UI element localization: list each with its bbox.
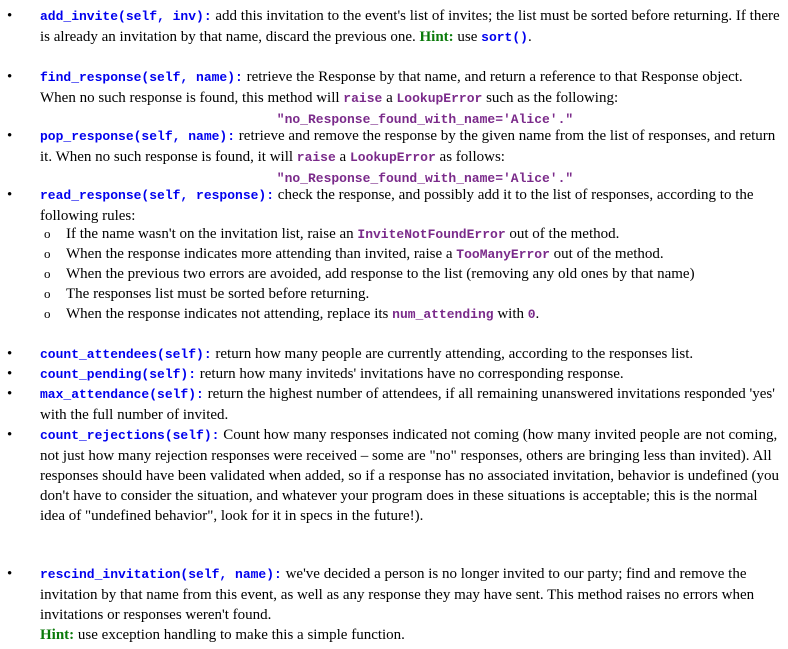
bullet: • — [7, 8, 13, 24]
method-description: Count how many responses indicated not coming (how many invited people are not coming, not just how many rejection responses were received – some are "no" responses, others are bringing less than invited). All responses should have been validated when added, so if a response has no associated invitation, behavior is undefined (you don't have to consider the situation, and whatever your program does in these situations is acceptable; this is the normal idea of "undefined behavior", look for it in specs in the future!). — [40, 427, 779, 524]
bullet: • — [7, 366, 13, 382]
hint-text: use exception handling to make this a simple function. — [74, 627, 405, 643]
inline-code: 0 — [527, 307, 536, 322]
method-signature: find_response(self, name): — [40, 70, 243, 85]
method-read-response — [40, 185, 780, 226]
description-text: as follows: — [435, 149, 505, 165]
bullet: • — [7, 69, 13, 85]
bullet: • — [7, 346, 13, 362]
rule-text: out of the method. — [549, 246, 664, 262]
rule-text: The responses list must be sorted before returning. — [66, 286, 370, 302]
bullet: • — [7, 566, 13, 582]
rule-text: When the previous two errors are avoided, add response to the list (removing any old ones by that name) — [66, 266, 695, 282]
rule-text: If the name wasn't on the invitation list, raise an — [66, 226, 358, 242]
sub-bullet: o — [44, 266, 51, 281]
method-max-attendance — [40, 384, 780, 425]
method-description: retrieve the Response by that name, and return a reference to that Response object. When no such response is found, this method will — [40, 69, 743, 106]
rule-text: with — [493, 306, 528, 322]
method-signature: read_response(self, response): — [40, 188, 275, 203]
bullet: • — [7, 128, 13, 144]
error-name: InviteNotFoundError — [357, 227, 506, 242]
hint-label: Hint: — [419, 29, 454, 45]
keyword-raise: raise — [343, 91, 383, 106]
method-count-pending — [40, 364, 780, 385]
description-text: such as the following: — [482, 90, 619, 106]
method-description: check the response, and possibly add it to the list of responses, according to the following rules: — [40, 187, 754, 224]
punctuation: . — [535, 306, 540, 322]
method-signature: count_attendees(self): — [40, 347, 212, 362]
error-name: LookupError — [396, 91, 483, 106]
example-string: "no_Response_found_with_name='Alice'." — [276, 112, 574, 127]
sub-bullet: o — [44, 306, 51, 321]
method-description: we've decided a person is no longer invited to our party; find and remove the invitation by that name from this event, as well as any response they may have sent. This method raises no errors when invitations or responses weren't found. — [40, 566, 755, 623]
rule-item — [66, 284, 780, 304]
rule-text: out of the method. — [505, 226, 620, 242]
punctuation: . — [527, 29, 532, 45]
sub-bullet: o — [44, 246, 51, 261]
rule-item — [66, 304, 780, 325]
bullet: • — [7, 427, 13, 443]
rule-item — [66, 224, 780, 245]
sub-bullet: o — [44, 226, 51, 241]
method-description: return how many people are currently attending, according to the responses list. — [211, 346, 694, 362]
bullet: • — [7, 386, 13, 402]
method-description: return the highest number of attendees, if all remaining unanswered invitations responded 'yes' with the full number of invited. — [40, 386, 775, 423]
rule-item — [66, 244, 780, 265]
inline-code: sort() — [481, 30, 528, 45]
method-count-rejections — [40, 425, 780, 526]
method-description: retrieve and remove the response by the given name from the list of responses, and return it. When no such response is found, it will — [40, 128, 776, 165]
method-add-invite — [40, 6, 780, 48]
error-name: TooManyError — [456, 247, 550, 262]
method-signature: add_invite(self, inv): — [40, 9, 212, 24]
bullet: • — [7, 187, 13, 203]
method-signature: max_attendance(self): — [40, 387, 204, 402]
example-string: "no_Response_found_with_name='Alice'." — [276, 171, 574, 186]
keyword-raise: raise — [296, 150, 336, 165]
description-text: a — [382, 90, 397, 106]
sub-bullet: o — [44, 286, 51, 301]
rule-text: When the response indicates more attending than invited, raise a — [66, 246, 457, 262]
method-pop-response — [40, 126, 780, 189]
method-signature: pop_response(self, name): — [40, 129, 236, 144]
method-find-response — [40, 67, 780, 130]
hint-text: use — [453, 29, 482, 45]
method-rescind-invitation — [40, 564, 780, 645]
method-signature: count_pending(self): — [40, 367, 197, 382]
rule-text: When the response indicates not attending, replace its — [66, 306, 393, 322]
method-count-attendees — [40, 344, 780, 365]
error-name: LookupError — [349, 150, 436, 165]
method-description: add this invitation to the event's list of invites; the list must be sorted before returning. If there is already an invitation by that name, discard the previous one. — [40, 8, 780, 45]
description-text: a — [335, 149, 350, 165]
hint-label: Hint: — [40, 627, 75, 643]
method-signature: rescind_invitation(self, name): — [40, 567, 282, 582]
method-description: return how many inviteds' invitations have no corresponding response. — [196, 366, 624, 382]
method-signature: count_rejections(self): — [40, 428, 220, 443]
inline-code: num_attending — [392, 307, 494, 322]
rule-item — [66, 264, 780, 284]
